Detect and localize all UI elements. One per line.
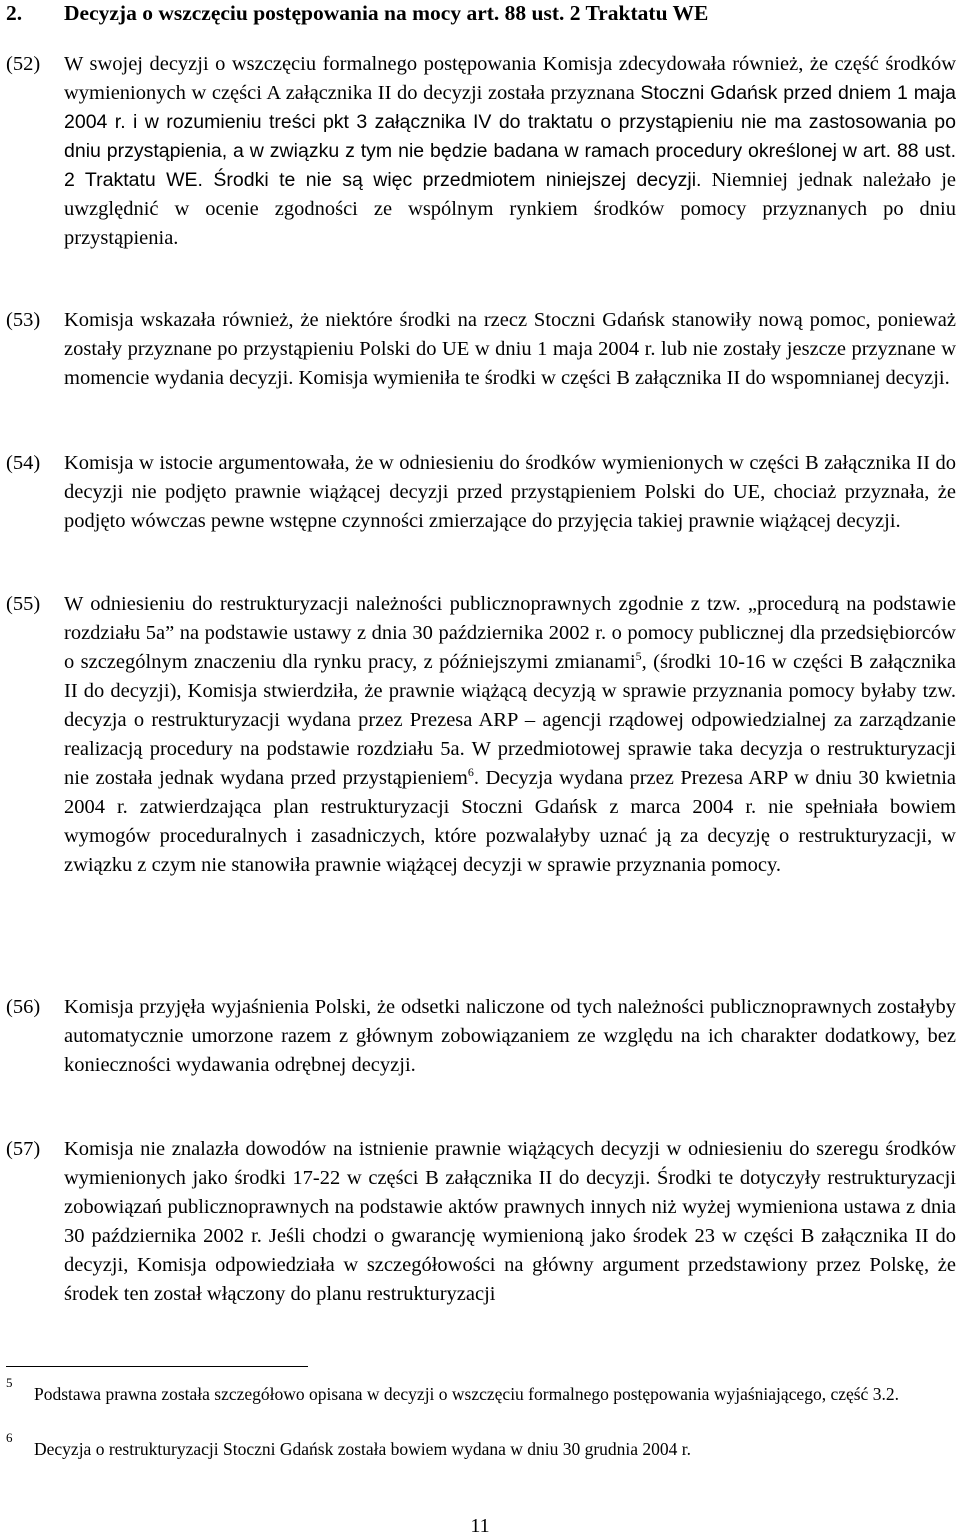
paragraph-53 xyxy=(6,306,956,393)
paragraph-number: (53) xyxy=(6,309,41,331)
paragraph-text: W odniesieniu do restrukturyzacji należności publicznoprawnych zgodnie z tzw. „procedurą na podstawie rozdziału 5a” na podstawie ustawy z dnia 30 października 2002 r. o pomocy publicznej dla przedsiębiorców o szczególnym znaczeniu dla rynku pracy, z późniejszymi zmianami$^5$, (środki 10-16 w części B załącznika II do decyzji), Komisja stwierdziła, że prawnie wiążącą decyzją w sprawie przyznania pomocy byłaby tzw. decyzja o restrukturyzacji wydana przez Prezesa ARP – agencji rządowej odpowiedzialnej za zarządzanie realizacją procedury na podstawie rozdziału 5a. W przedmiotowej sprawie taka decyzja o restrukturyzacji nie została jednak wydana przed przystąpieniem$^6$. Decyzja wydana przez Prezesa ARP w dniu 30 kwietnia 2004 r. zatwierdzająca plan restrukturyzacji Stoczni Gdańsk z marca 2004 r. nie spełniała bowiem wymogów proceduralnych i zasadniczych, które pozwalałyby uznać ją za decyzję o restrukturyzacji, w związku z czym nie stanowiła prawnie wiążącej decyzji w sprawie przyznania pomocy. xyxy=(64,593,956,876)
paragraph-text: Komisja przyjęła wyjaśnienia Polski, że odsetki naliczone od tych należności publicznoprawnych zostałyby automatycznie umorzone razem z głównym zobowiązaniem ze względu na ich charakter dodatkowy, bez konieczności wydawania odrębnej decyzji. xyxy=(64,996,956,1076)
footnote-number: 5 xyxy=(6,1375,13,1390)
paragraph-52 xyxy=(6,50,956,253)
paragraph-number: (56) xyxy=(6,996,41,1018)
section-title: Decyzja o wszczęciu postępowania na mocy art. 88 ust. 2 Traktatu WE xyxy=(64,1,709,25)
paragraph-text: Komisja nie znalazła dowodów na istnienie prawnie wiążących decyzji w odniesieniu do szeregu środków wymienionych jako środki 17-22 w części B załącznika II do decyzji. Środki te dotyczyły restrukturyzacji zobowiązań publicznoprawnych na podstawie aktów prawnych innych niż wyżej wymieniona ustawa z dnia 30 października 2002 r. Jeśli chodzi o gwarancję wymienioną jako środek 23 w części B załącznika II do decyzji, Komisja odpowiedziała w szczegółowości na główny argument przedstawiony przez Polskę, że środek ten został włączony do planu restrukturyzacji xyxy=(64,1138,956,1305)
paragraph-number: (52) xyxy=(6,53,41,75)
paragraph-number: (55) xyxy=(6,593,41,615)
paragraph-text: Komisja w istocie argumentowała, że w odniesieniu do środków wymienionych w części B załącznika II do decyzji nie podjęto prawnie wiążącej decyzji przed przystąpieniem Polski do UE, chociaż przyznała, że podjęto wówczas pewne wstępne czynności zmierzające do przyjęcia takiej prawnie wiążącej decyzji. xyxy=(64,452,956,532)
footnote-separator xyxy=(6,1366,308,1367)
paragraph-56 xyxy=(6,993,956,1080)
section-number: 2. xyxy=(6,1,23,25)
paragraph-number: (54) xyxy=(6,452,41,474)
footnote-6 xyxy=(6,1430,956,1462)
footnote-text: Decyzja o restrukturyzacji Stoczni Gdańsk została bowiem wydana w dniu 30 grudnia 2004 r. xyxy=(34,1439,692,1459)
footnote-text: Podstawa prawna została szczegółowo opisana w decyzji o wszczęciu formalnego postępowania wyjaśniającego, część 3.2. xyxy=(34,1384,899,1404)
footnote-number: 6 xyxy=(6,1430,13,1445)
page-number: 11 xyxy=(470,1515,490,1537)
paragraph-text: W swojej decyzji o wszczęciu formalnego postępowania Komisja zdecydowała również, że część środków wymienionych w części A załącznika II do decyzji została przyznana Stoczni Gdańsk przed dniem 1 maja 2004 r. i w rozumieniu treści pkt 3 załącznika IV do traktatu o przystąpieniu nie ma zastosowania po dniu przystąpienia, a w związku z tym nie będzie badana w ramach procedury określonej w art. 88 ust. 2 Traktatu WE. Środki te nie są więc przedmiotem niniejszej decyzji. Niemniej jednak należało je uwzględnić w ocenie zgodności ze wspólnym rynkiem środków pomocy przyznanych po dniu przystąpienia. xyxy=(64,53,956,249)
section-heading xyxy=(6,0,708,26)
paragraph-text: Komisja wskazała również, że niektóre środki na rzecz Stoczni Gdańsk stanowiły nową pomoc, ponieważ zostały przyznane po przystąpieniu Polski do UE w dniu 1 maja 2004 r. lub nie zostały jeszcze przyznane w momencie wydania decyzji. Komisja wymieniła te środki w części B załącznika II do wspomnianej decyzji. xyxy=(64,309,956,389)
paragraph-57 xyxy=(6,1135,956,1309)
paragraph-55 xyxy=(6,590,956,880)
footnote-ref-6[interactable]: 6 xyxy=(467,765,474,780)
paragraph-54 xyxy=(6,449,956,536)
footnote-ref-5[interactable]: 5 xyxy=(635,649,642,664)
footnote-5 xyxy=(6,1375,956,1407)
paragraph-number: (57) xyxy=(6,1138,41,1160)
